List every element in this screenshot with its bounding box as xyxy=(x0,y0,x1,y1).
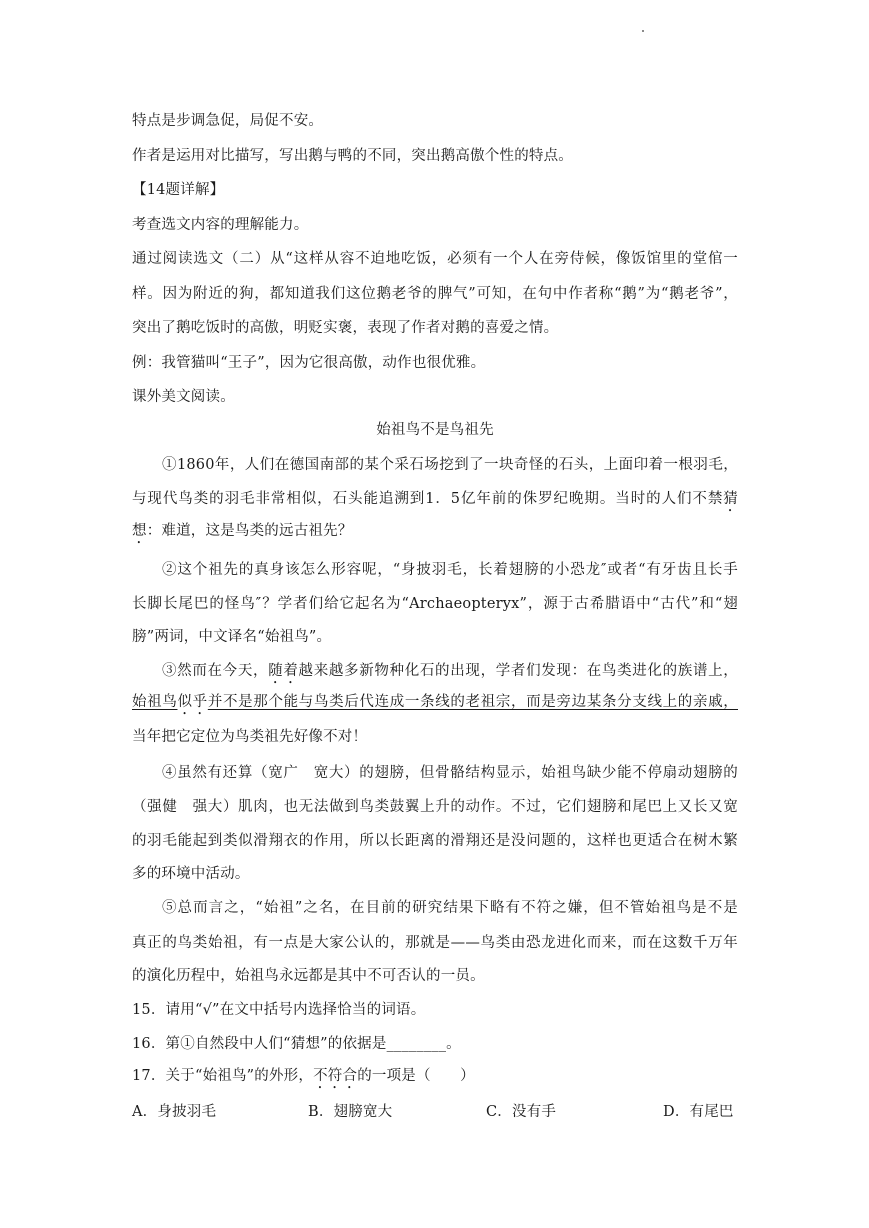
paragraph-line: ③然而在今天，随着越来越多新物种化石的出现，学者们发现：在鸟类进化的族谱上， xyxy=(162,663,738,679)
emphasized-text: 似乎 xyxy=(177,694,208,710)
paragraph-line: 当年把它定位为鸟类祖先好像不对！ xyxy=(132,729,368,745)
option-b: B．翅膀宽大 xyxy=(308,1104,393,1120)
option-d: D．有尾巴 xyxy=(663,1104,734,1120)
paragraph-line: 的演化历程中，始祖鸟永远都是其中不可否认的一员。 xyxy=(132,968,485,984)
paragraph-line: 真正的鸟类始祖，有一点是大家公认的，那就是——鸟类由恐龙进化而来，而在这数千万年 xyxy=(132,935,738,951)
paragraph-line: 多的环境中活动。 xyxy=(132,866,250,882)
question-15: 15．请用“√”在文中括号内选择恰当的词语。 xyxy=(132,1002,426,1018)
paragraph-line: ⑤总而言之，“始祖”之名，在目前的研究结果下略有不符之嫌，但不管始祖鸟是不是 xyxy=(162,900,738,916)
answer-text-line: 样。因为附近的狗，都知道我们这位鹅老爷的脾气”可知，在句中作者称“鹅”为“鹅老爷”， xyxy=(132,286,738,302)
emphasized-text: 想 xyxy=(132,523,147,539)
emphasized-text: 随着 xyxy=(268,663,299,679)
question-16: 16．第①自然段中人们“猜想”的依据是________。 xyxy=(132,1036,461,1052)
paragraph-line: ②这个祖先的真身该怎么形容呢，“身披羽毛，长着翅膀的小恐龙″或者“有牙齿且长手 xyxy=(162,562,738,578)
section-heading: 【14题详解】 xyxy=(132,182,225,198)
paragraph-line: ①1860年，人们在德国南部的某个采石场挖到了一块奇怪的石头，上面印着一根羽毛， xyxy=(162,457,738,473)
answer-text-line: 考查选文内容的理解能力。 xyxy=(132,217,309,233)
paragraph-line: 长脚长尾巴的怪鸟″？学者们给它起名为“Archaeopteryx”，源于古希腊语中“古代”和“翅 xyxy=(132,596,738,612)
paragraph-line: ④虽然有还算（宽广 宽大）的翅膀，但骨骼结构显示，始祖鸟缺少能不停扇动翅膀的 xyxy=(162,765,738,781)
answer-text-line: 突出了鹅吃饭时的高傲，明贬实褒，表现了作者对鹅的喜爱之情。 xyxy=(132,320,559,336)
emphasized-text: 不符合 xyxy=(313,1068,358,1084)
emphasized-text: 猜 xyxy=(723,491,738,507)
corner-dot-mark xyxy=(642,30,644,32)
section-heading: 课外美文阅读。 xyxy=(132,389,235,405)
answer-text-line: 作者是运用对比描写，写出鹅与鸭的不同，突出鹅高傲个性的特点。 xyxy=(132,148,573,164)
option-c: C．没有手 xyxy=(486,1104,557,1120)
paragraph-line: 的羽毛能起到类似滑翔衣的作用，所以长距离的滑翔还是没问题的，这样也更适合在树木繁 xyxy=(132,833,738,849)
answer-text-line: 例：我管猫叫“王子”，因为它很高傲，动作也很优雅。 xyxy=(132,355,486,371)
option-a: A．身披羽毛 xyxy=(132,1104,217,1120)
paragraph-line: 与现代鸟类的羽毛非常相似，石头能追溯到1．5亿年前的侏罗纪晚期。当时的人们不禁猜 xyxy=(132,491,738,507)
underlined-sentence: 并不是那个能与鸟类后代连成一条线的老祖宗，而是旁边某条分支线上的亲戚， xyxy=(207,694,738,710)
question-17: 17．关于“始祖鸟”的外形，不符合的一项是（ ） xyxy=(132,1068,475,1084)
answer-text-line: 特点是步调急促，局促不安。 xyxy=(132,113,324,129)
paragraph-line: （强健 强大）肌肉，也无法做到鸟类鼓翼上升的动作。不过，它们翅膀和尾巴上又长又宽 xyxy=(132,799,738,815)
paragraph-line: 始祖鸟似乎并不是那个能与鸟类后代连成一条线的老祖宗，而是旁边某条分支线上的亲戚， xyxy=(132,694,738,710)
paragraph-line: 膀”两词，中文译名“始祖鸟”。 xyxy=(132,629,332,645)
paragraph-line: 想：难道，这是鸟类的远古祖先？ xyxy=(132,523,353,539)
article-title: 始祖鸟不是鸟祖先 xyxy=(376,422,494,438)
answer-text-line: 通过阅读选文（二）从“这样从容不迫地吃饭，必须有一个人在旁侍候，像饭馆里的堂倌一 xyxy=(132,251,738,267)
